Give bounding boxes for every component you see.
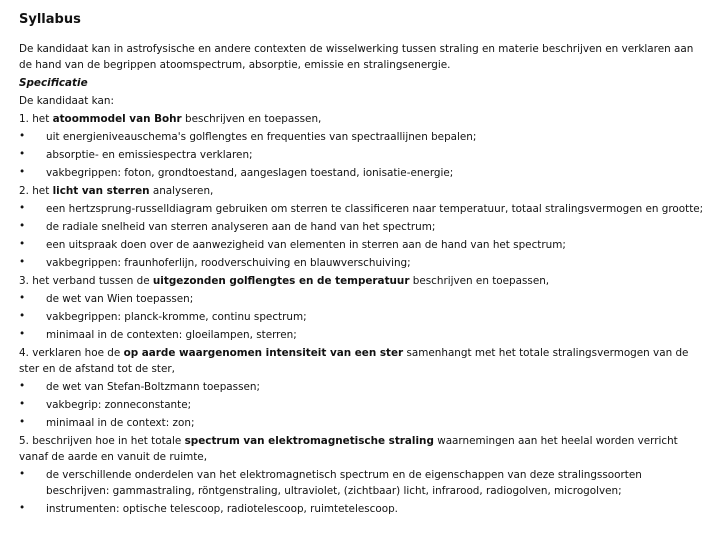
bullet-text: een hertzsprung-russelldiagram gebruiken om sterren te classificeren naar temperatuur, totaal stralingsvermogen en grootte; (46, 203, 704, 215)
bullet-marker: • (19, 256, 26, 268)
bullet-item (19, 500, 706, 518)
bullet-marker: • (19, 380, 26, 392)
bullet-item (19, 378, 706, 396)
item-suffix: beschrijven en toepassen, (181, 113, 322, 125)
bullet-marker: • (19, 166, 26, 178)
syllabus-list (19, 110, 706, 518)
bullet-text: instrumenten: optische telescoop, radiotelescoop, ruimtetelescoop. (46, 503, 398, 515)
item-key-term: op aarde waargenomen intensiteit van een ster (123, 347, 404, 359)
bullet-item (19, 466, 706, 500)
bullet-marker: • (19, 416, 26, 428)
numbered-item (19, 182, 706, 200)
bullet-text: vakbegrippen: fraunhoferlijn, roodverschuiving en blauwverschuiving; (46, 257, 411, 269)
item-prefix: 5. beschrijven hoe in het totale (19, 435, 185, 447)
bullet-item (19, 396, 706, 414)
bullet-item (19, 414, 706, 432)
item-key-term: spectrum van elektromagnetische straling (184, 435, 434, 447)
bullet-text: minimaal in de contexten: gloeilampen, sterren; (46, 329, 297, 341)
item-prefix: 1. het (19, 113, 53, 125)
bullet-marker: • (19, 310, 26, 322)
item-key-term: atoommodel van Bohr (52, 113, 182, 125)
page-title: Syllabus (19, 12, 81, 27)
bullet-marker: • (19, 292, 26, 304)
spec-heading: Specificatie (19, 77, 88, 89)
bullet-marker: • (19, 130, 26, 142)
item-key-term: licht van sterren (52, 185, 150, 197)
bullet-marker: • (19, 238, 26, 250)
bullet-item (19, 290, 706, 308)
item-key-term: uitgezonden golflengtes en de temperatuur (152, 275, 410, 287)
bullet-text: minimaal in de context: zon; (46, 417, 195, 429)
bullet-text: vakbegrippen: foton, grondtoestand, aangeslagen toestand, ionisatie-energie; (46, 167, 454, 179)
bullet-marker: • (19, 148, 26, 160)
kan-line: De kandidaat kan: (19, 95, 114, 107)
bullet-text: vakbegrip: zonneconstante; (46, 399, 192, 411)
bullet-text: de radiale snelheid van sterren analyseren aan de hand van het spectrum; (46, 221, 436, 233)
bullet-marker: • (19, 328, 26, 340)
item-prefix: 2. het (19, 185, 53, 197)
bullet-item (19, 236, 706, 254)
item-prefix: 3. het verband tussen de (19, 275, 153, 287)
bullet-item (19, 164, 706, 182)
bullet-item (19, 200, 706, 218)
item-suffix: analyseren, (149, 185, 214, 197)
bullet-item (19, 254, 706, 272)
bullet-marker: • (19, 202, 26, 214)
bullet-text: de wet van Wien toepassen; (46, 293, 194, 305)
item-suffix: waarnemingen aan het heelal worden verricht vanaf de aarde en vanuit de ruimte, (19, 435, 678, 463)
item-suffix: beschrijven en toepassen, (409, 275, 550, 287)
numbered-item (19, 110, 706, 128)
numbered-item (19, 432, 706, 466)
bullet-text: vakbegrippen: planck-kromme, continu spectrum; (46, 311, 307, 323)
bullet-item (19, 218, 706, 236)
bullet-marker: • (19, 502, 26, 514)
bullet-marker: • (19, 220, 26, 232)
document-body (19, 40, 706, 518)
bullet-item (19, 308, 706, 326)
bullet-marker: • (19, 398, 26, 410)
bullet-text: de verschillende onderdelen van het elektromagnetisch spectrum en de eigenschappen van deze stralingssoorten beschrijven: gammastraling, röntgenstraling, ultraviolet, (zichtbaar) licht, infrarood, radiogolven, microgolven; (46, 469, 642, 497)
intro-paragraph: De kandidaat kan in astrofysische en andere contexten de wisselwerking tussen straling en materie beschrijven en verklaren aan de hand van de begrippen atoomspectrum, absorptie, emissie en stralingsenergie. (19, 43, 694, 71)
bullet-item (19, 128, 706, 146)
bullet-item (19, 326, 706, 344)
bullet-text: een uitspraak doen over de aanwezigheid van elementen in sterren aan de hand van het spectrum; (46, 239, 566, 251)
bullet-item (19, 146, 706, 164)
bullet-text: uit energieniveauschema's golflengtes en frequenties van spectraallijnen bepalen; (46, 131, 477, 143)
item-prefix: 4. verklaren hoe de (19, 347, 124, 359)
bullet-text: de wet van Stefan-Boltzmann toepassen; (46, 381, 260, 393)
bullet-marker: • (19, 468, 26, 480)
numbered-item (19, 272, 706, 290)
numbered-item (19, 344, 706, 378)
bullet-text: absorptie- en emissiespectra verklaren; (46, 149, 253, 161)
item-suffix: samenhangt met het totale stralingsvermogen van de ster en de afstand tot de ster, (19, 347, 689, 375)
